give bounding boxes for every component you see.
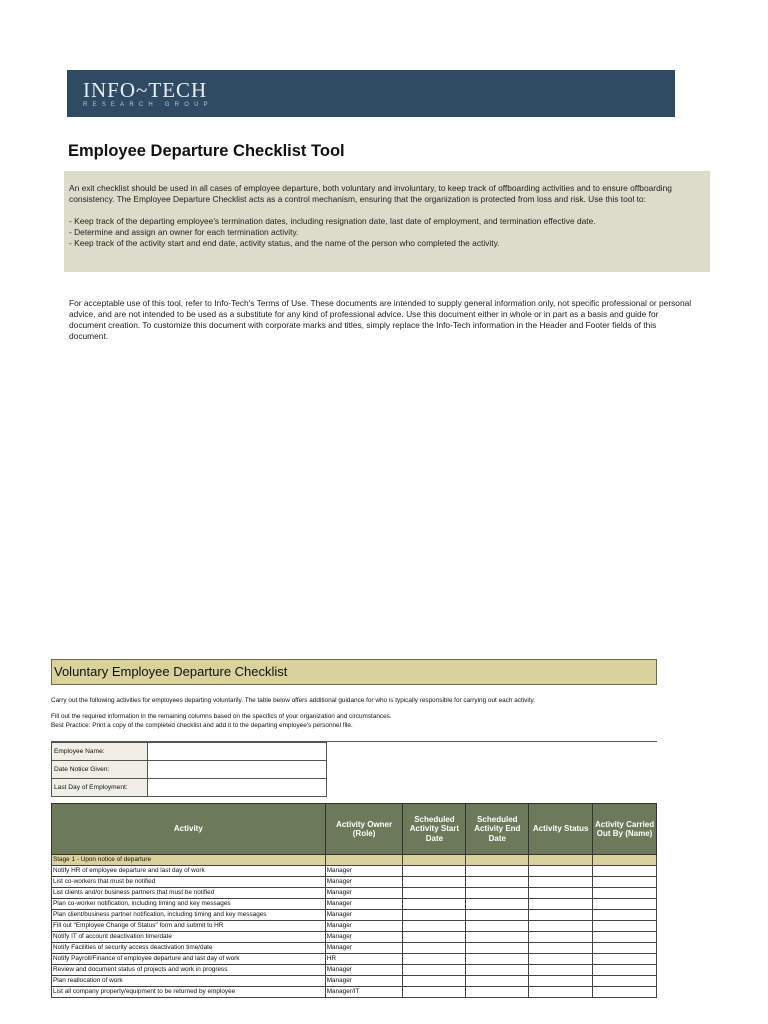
carried-out-by-cell[interactable] bbox=[593, 899, 657, 910]
owner-cell: Manager bbox=[325, 888, 403, 899]
status-cell[interactable] bbox=[529, 899, 593, 910]
header-row bbox=[52, 804, 657, 855]
end-date-cell[interactable] bbox=[466, 899, 529, 910]
intro-bullet: - Keep track of the departing employee's termination dates, including resignation date, last date of employment, and termination effective date. bbox=[69, 216, 596, 226]
col-header-carried-out-by: Activity Carried Out By (Name) bbox=[593, 804, 657, 855]
status-cell[interactable] bbox=[529, 976, 593, 987]
employee-info-table bbox=[51, 742, 327, 797]
end-date-cell[interactable] bbox=[466, 987, 529, 998]
last-day-input[interactable] bbox=[148, 779, 327, 797]
status-cell[interactable] bbox=[529, 921, 593, 932]
checklist-table bbox=[51, 803, 657, 998]
table-row bbox=[52, 910, 657, 921]
end-date-cell[interactable] bbox=[466, 976, 529, 987]
table-row bbox=[52, 965, 657, 976]
start-date-cell[interactable] bbox=[403, 965, 466, 976]
table-row bbox=[52, 877, 657, 888]
table-row bbox=[52, 899, 657, 910]
field-label: Employee Name: bbox=[52, 743, 148, 761]
owner-cell: Manager/IT bbox=[325, 987, 403, 998]
start-date-cell[interactable] bbox=[403, 910, 466, 921]
owner-cell: HR bbox=[325, 954, 403, 965]
col-header-start-date: Scheduled Activity Start Date bbox=[403, 804, 466, 855]
section-note: Carry out the following activities for employees departing voluntarily. The table below offers additional guidance for who is typically responsible for carrying out each activity. bbox=[51, 697, 536, 704]
table-row bbox=[52, 954, 657, 965]
start-date-cell[interactable] bbox=[403, 976, 466, 987]
activity-cell: Notify HR of employee departure and last day of work bbox=[52, 866, 326, 877]
table-row bbox=[52, 943, 657, 954]
table-row bbox=[52, 987, 657, 998]
end-date-cell[interactable] bbox=[466, 921, 529, 932]
best-practice-note: Best Practice: Print a copy of the completed checklist and add it to the departing employee's personnel file. bbox=[51, 722, 353, 729]
intro-bullet: - Determine and assign an owner for each termination activity. bbox=[69, 227, 299, 237]
start-date-cell[interactable] bbox=[403, 987, 466, 998]
carried-out-by-cell[interactable] bbox=[593, 877, 657, 888]
carried-out-by-cell[interactable] bbox=[593, 943, 657, 954]
terms-of-use-text: For acceptable use of this tool, refer to Info-Tech's Terms of Use. These documents are intended to supply general information only, not specific professional or personal advice, and are not intended to be used as a substitute for any kind of professional advice. Use this document either in whole or in part as a basis and guide for document creation. To customize this document with corporate marks and titles, simply replace the Info-Tech information in the Header and Footer fields of this document. bbox=[69, 298, 692, 341]
carried-out-by-cell[interactable] bbox=[593, 866, 657, 877]
start-date-cell[interactable] bbox=[403, 899, 466, 910]
carried-out-by-cell[interactable] bbox=[593, 888, 657, 899]
owner-cell: Manager bbox=[325, 877, 403, 888]
start-date-cell[interactable] bbox=[403, 932, 466, 943]
last-day-row bbox=[52, 779, 327, 797]
activity-cell: Plan client/business partner notification, including timing and key messages bbox=[52, 910, 326, 921]
brand-logo bbox=[83, 80, 213, 108]
table-row bbox=[52, 976, 657, 987]
intro-bullet: - Keep track of the activity start and end date, activity status, and the name of the person who completed the activity. bbox=[69, 238, 500, 248]
stage-row bbox=[52, 855, 657, 866]
table-row bbox=[52, 932, 657, 943]
end-date-cell[interactable] bbox=[466, 965, 529, 976]
date-notice-row bbox=[52, 761, 327, 779]
col-header-owner: Activity Owner (Role) bbox=[325, 804, 403, 855]
owner-cell: Manager bbox=[325, 932, 403, 943]
end-date-cell[interactable] bbox=[466, 888, 529, 899]
activity-cell: Plan reallocation of work bbox=[52, 976, 326, 987]
carried-out-by-cell[interactable] bbox=[593, 965, 657, 976]
carried-out-by-cell[interactable] bbox=[593, 932, 657, 943]
activity-cell: Notify Facilities of security access deactivation time/date bbox=[52, 943, 326, 954]
col-header-status: Activity Status bbox=[529, 804, 593, 855]
intro-box bbox=[64, 171, 710, 272]
field-label: Date Notice Given: bbox=[52, 761, 148, 779]
section-note: Fill out the required information in the remaining columns based on the specifics of your organization and circumstances. bbox=[51, 713, 392, 720]
owner-cell: Manager bbox=[325, 921, 403, 932]
col-header-activity: Activity bbox=[52, 804, 326, 855]
status-cell[interactable] bbox=[529, 932, 593, 943]
carried-out-by-cell[interactable] bbox=[593, 987, 657, 998]
carried-out-by-cell[interactable] bbox=[593, 954, 657, 965]
activity-cell: List co-workers that must be notified bbox=[52, 877, 326, 888]
header-banner bbox=[67, 70, 675, 117]
table-row bbox=[52, 921, 657, 932]
employee-name-row bbox=[52, 743, 327, 761]
activity-cell: List clients and/or business partners that must be notified bbox=[52, 888, 326, 899]
status-cell[interactable] bbox=[529, 954, 593, 965]
status-cell[interactable] bbox=[529, 877, 593, 888]
date-notice-input[interactable] bbox=[148, 761, 327, 779]
start-date-cell[interactable] bbox=[403, 954, 466, 965]
activity-cell: Notify IT of account deactivation time/date bbox=[52, 932, 326, 943]
owner-cell: Manager bbox=[325, 910, 403, 921]
brand-tagline: RESEARCH GROUP bbox=[83, 102, 213, 108]
end-date-cell[interactable] bbox=[466, 877, 529, 888]
stage-label: Stage 1 - Upon notice of departure bbox=[52, 855, 326, 866]
end-date-cell[interactable] bbox=[466, 943, 529, 954]
owner-cell: Manager bbox=[325, 866, 403, 877]
intro-paragraph: An exit checklist should be used in all cases of employee departure, both voluntary and involuntary, to keep track of offboarding activities and to ensure offboarding consistency. The Employee Departure Checklist acts as a control mechanism, ensuring that the organization is protected from loss and risk. Use this tool to: bbox=[69, 183, 672, 204]
page-title: Employee Departure Checklist Tool bbox=[68, 142, 345, 160]
col-header-end-date: Scheduled Activity End Date bbox=[466, 804, 529, 855]
end-date-cell[interactable] bbox=[466, 932, 529, 943]
section-title: Voluntary Employee Departure Checklist bbox=[51, 659, 657, 685]
field-label: Last Day of Employment: bbox=[52, 779, 148, 797]
status-cell[interactable] bbox=[529, 965, 593, 976]
end-date-cell[interactable] bbox=[466, 954, 529, 965]
owner-cell: Manager bbox=[325, 899, 403, 910]
status-cell[interactable] bbox=[529, 987, 593, 998]
end-date-cell[interactable] bbox=[466, 910, 529, 921]
owner-cell: Manager bbox=[325, 943, 403, 954]
brand-name: INFO~TECH bbox=[83, 78, 208, 102]
activity-cell: List all company property/equipment to be returned by employee bbox=[52, 987, 326, 998]
start-date-cell[interactable] bbox=[403, 943, 466, 954]
status-cell[interactable] bbox=[529, 866, 593, 877]
owner-cell: Manager bbox=[325, 965, 403, 976]
employee-name-input[interactable] bbox=[148, 743, 327, 761]
owner-cell: Manager bbox=[325, 976, 403, 987]
table-row bbox=[52, 866, 657, 877]
start-date-cell[interactable] bbox=[403, 921, 466, 932]
carried-out-by-cell[interactable] bbox=[593, 921, 657, 932]
start-date-cell[interactable] bbox=[403, 888, 466, 899]
start-date-cell[interactable] bbox=[403, 866, 466, 877]
status-cell[interactable] bbox=[529, 943, 593, 954]
status-cell[interactable] bbox=[529, 888, 593, 899]
table-row bbox=[52, 888, 657, 899]
activity-cell: Fill out "Employee Change of Status" form and submit to HR bbox=[52, 921, 326, 932]
start-date-cell[interactable] bbox=[403, 877, 466, 888]
activity-cell: Plan co-worker notification, including timing and key messages bbox=[52, 899, 326, 910]
end-date-cell[interactable] bbox=[466, 866, 529, 877]
activity-cell: Review and document status of projects and work in progress bbox=[52, 965, 326, 976]
carried-out-by-cell[interactable] bbox=[593, 910, 657, 921]
carried-out-by-cell[interactable] bbox=[593, 976, 657, 987]
activity-cell: Notify Payroll/Finance of employee departure and last day of work bbox=[52, 954, 326, 965]
status-cell[interactable] bbox=[529, 910, 593, 921]
